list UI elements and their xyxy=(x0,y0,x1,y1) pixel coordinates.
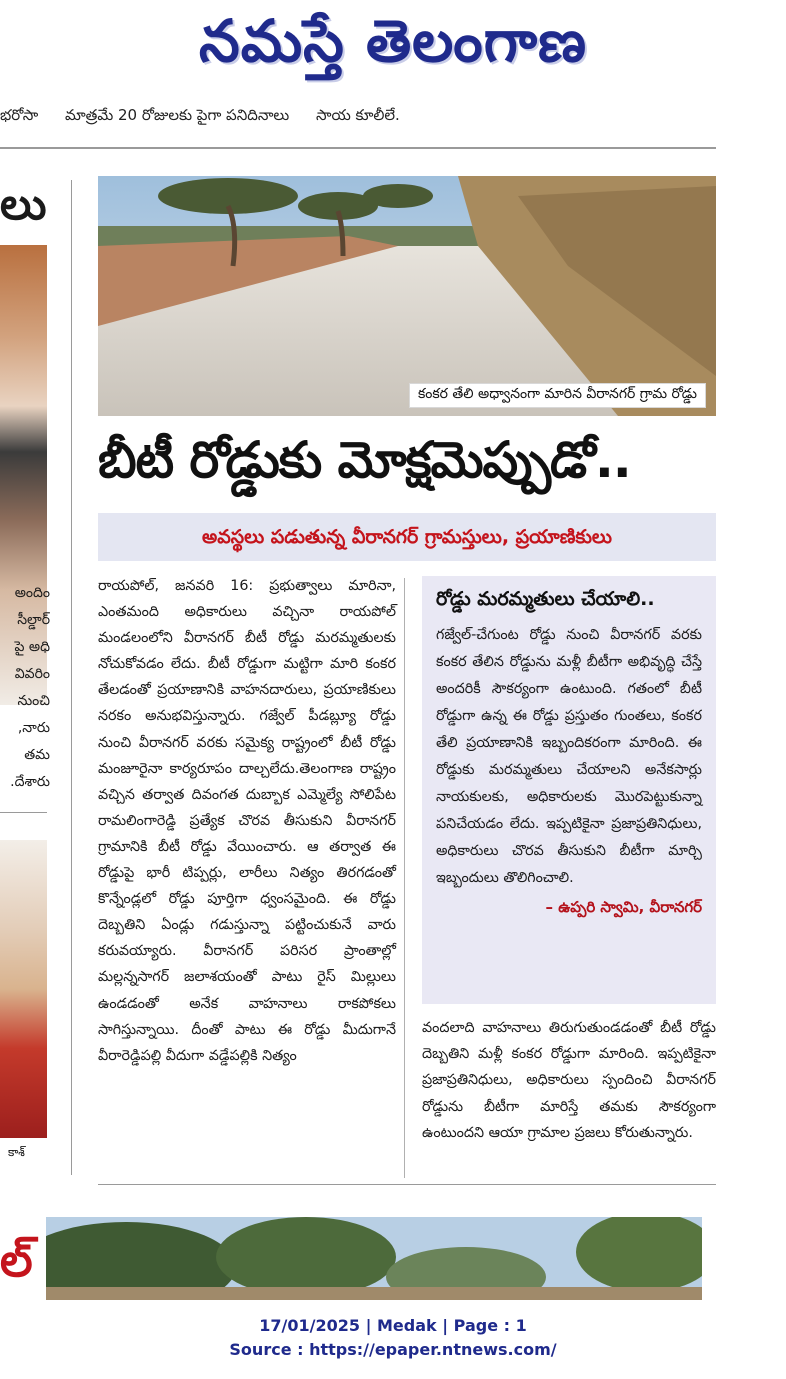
left-text-line: పై అధి xyxy=(14,639,50,655)
left-text-line: నుంచి xyxy=(17,693,50,709)
left-text-line: వివరిం xyxy=(14,666,50,682)
article-body-column-1 xyxy=(98,573,396,1069)
photo-caption: కంకర తేలి అధ్వానంగా మారిన వీరానగర్ గ్రామ రోడ్డు xyxy=(409,383,706,408)
left-photo-bottom xyxy=(0,840,47,1138)
road-photo-illustration xyxy=(98,176,716,416)
left-text-line: తమ xyxy=(24,747,50,763)
trees-photo-illustration xyxy=(46,1217,702,1300)
footer-date-edition: 17/01/2025 | Medak | Page : 1 xyxy=(259,1316,527,1335)
ticker-item: భరోసా xyxy=(0,106,39,124)
column-divider xyxy=(71,180,72,1175)
left-text-line: దేశారు. xyxy=(10,774,50,790)
sidebar-title: రోడ్డు మరమ్మతులు చేయాలి.. xyxy=(436,588,655,610)
masthead-logo: నమస్తే తెలంగాణ xyxy=(199,7,587,75)
bottom-left-fragment xyxy=(0,1220,40,1300)
sidebar-signature: – ఉప్పరి స్వామి, వీరానగర్ xyxy=(545,898,702,916)
bottom-rule xyxy=(98,1184,716,1185)
ticker-item: సాయ కూలీలే. xyxy=(316,106,400,124)
ticker-strip xyxy=(0,100,716,130)
ticker-item: మాత్రమే 20 రోజులకు పైగా పనిదినాలు xyxy=(64,106,290,124)
article-body-column-2 xyxy=(422,1015,716,1146)
subheadline: అవస్థలు పడుతున్న వీరానగర్ గ్రామస్తులు, ప్రయాణికులు xyxy=(98,513,716,561)
top-rule xyxy=(0,147,716,149)
left-divider xyxy=(0,812,47,813)
left-text-line: సీల్డార్ xyxy=(17,612,50,628)
article-paragraph: వందలాది వాహనాలు తిరుగుతుండడంతో బీటీ రోడ్డు దెబ్బతిని మళ్లీ కంకర రోడ్డుగా మారింది. ఇప్పటికైనా ప్రజాప్రతినిధులు, అధికారులు స్పందించి వీరానగర్ రోడ్డును బీటీగా మారిస్తే తమకు సౌకర్యంగా ఉంటుందని ఆయా గ్రామాల ప్రజలు కోరుతున్నారు. xyxy=(422,1020,716,1141)
headline: బీటీ రోడ్డుకు మోక్షమెప్పుడో.. xyxy=(98,431,631,489)
column-rule xyxy=(404,578,405,1178)
bottom-heading-fragment: ల్ xyxy=(0,1233,33,1287)
sidebar-box xyxy=(422,576,716,1004)
left-caption-fragment: కాశ్ xyxy=(8,1145,25,1159)
left-text-line: అందిం xyxy=(14,585,50,601)
left-text-line: నారు, xyxy=(17,720,50,736)
left-cropped-column xyxy=(0,175,50,1175)
sidebar-body: గజ్వేల్-చేగుంట రోడ్డు నుంచి వీరానగర్ వరకు కంకర తేలిన రోడ్డును మళ్లీ బీటీగా అభివృద్ధి చేస్తే అందరికీ సౌకర్యంగా ఉంటుంది. గతంలో బీటీ రోడ్డుగా ఉన్న ఈ రోడ్డు ప్రస్తుతం గుంతలు, కంకర తేలి ప్రయాణానికి ఇబ్బందికరంగా మారింది. ఈ రోడ్డుకు మరమ్మతులు చేయాలని అనేకసార్లు నాయకులకు, అధికారులకు మొరపెట్టుకున్నా పనిచేయడం లేదు. ఇప్పటికైనా ప్రజాప్రతినిధులు, అధికారులు చొరవ తీసుకుని బీటీగా మార్చి ఇబ్బందులు తొలిగించాలి. xyxy=(436,627,702,886)
footer-source: Source : https://epaper.ntnews.com/ xyxy=(229,1340,557,1359)
left-heading-fragment: లు xyxy=(0,179,47,230)
article-photo xyxy=(98,176,716,416)
bottom-photo xyxy=(46,1217,702,1300)
left-text-fragments xyxy=(0,580,50,796)
article-paragraph: రాయపోల్, జనవరి 16: ప్రభుత్వాలు మారినా, ఎంతమంది అధికారులు వచ్చినా రాయపోల్ మండలంలోని వీరానగర్ బీటీ రోడ్డు మరమ్మతులకు నోచుకోవడం లేదు. బీటీ రోడ్డుగా మట్టిగా మారి కంకర తేలడంతో ప్రయాణానికి వాహనదారులు, ప్రయాణికులు నరకం అనుభవిస్తున్నారు. గజ్వేల్ పీడబ్ల్యూ రోడ్డు నుంచి వీరానగర్ వరకు సమైక్య రాష్ట్రంలో బీటీ రోడ్డు మంజూరైనా కార్యరూపం దాల్చలేదు.తెలంగాణ రాష్ట్రం వచ్చిన తర్వాత దివంగత దుబ్బాక ఎమ్మెల్యే సోలిపేట రామలింగారెడ్డి ప్రత్యేక చొరవ తీసుకుని వీరానగర్ గ్రామానికి బీటీ రోడ్డు వేయించారు. ఆ తర్వాత ఈ రోడ్డుపై భారీ టిప్పర్లు, లారీలు నిత్యం తిరగడంతో కొన్నేండ్లలో రోడ్డు పూర్తిగా ధ్వంసమైంది. ఈ రోడ్డు దెబ్బతిని ఏండ్లు గడుస్తున్నా పట్టించుకునే వారు కరువయ్యారు. వీరానగర్ పరిసర ప్రాంతాల్లో మల్లన్నసాగర్ జలాశయంతో పాటు రైస్ మిల్లులు ఉండడంతో అనేక వాహనాలు రాకపోకలు సాగిస్తున్నాయి. దీంతో పాటు ఈ రోడ్డు మీదుగానే వీరారెడ్డిపల్లి వీదుగా వడ్డేపల్లికి నిత్యం xyxy=(98,578,396,1064)
